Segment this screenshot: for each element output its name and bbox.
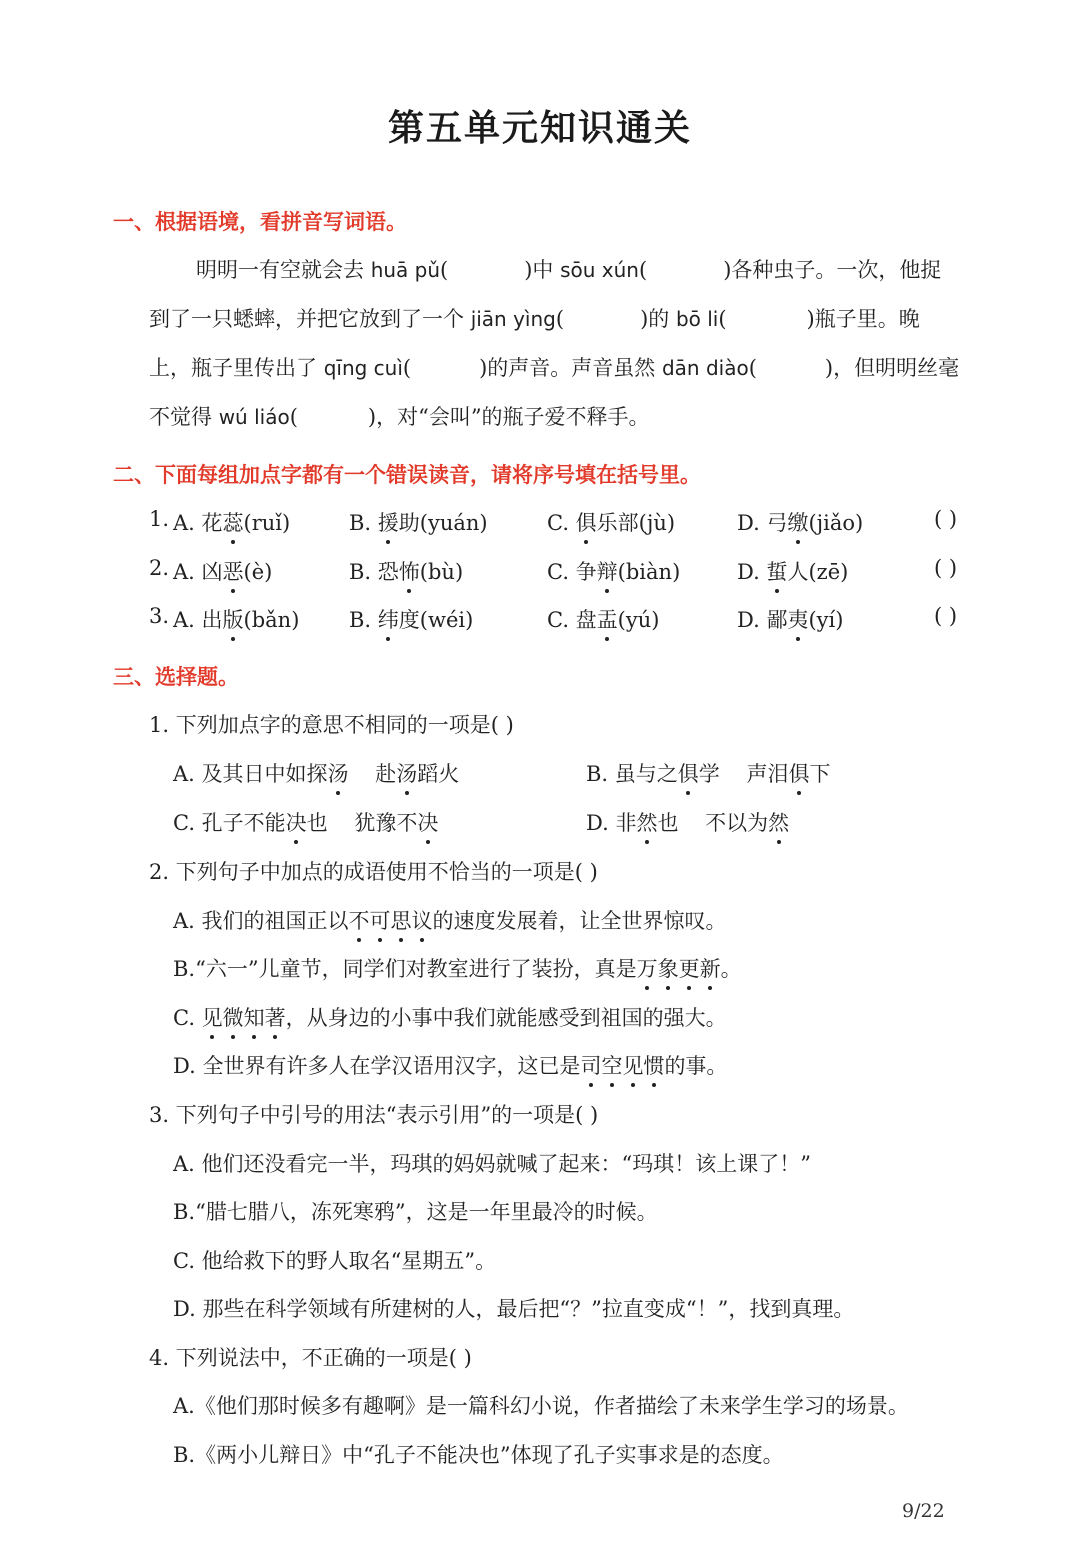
- dotted-char: 恶: [223, 556, 244, 586]
- dotted-char: 援: [378, 507, 399, 537]
- s2-row-2-num: 2.: [149, 556, 170, 580]
- page-number: 9/22: [902, 1500, 945, 1522]
- text: )的声音。声音虽然: [479, 356, 662, 380]
- dotted-char: 议: [412, 905, 433, 935]
- paren-open: (: [402, 356, 412, 380]
- dotted-char: 然: [768, 807, 789, 837]
- paren-open: (: [289, 405, 298, 429]
- s2-row-1-num: 1.: [149, 507, 170, 531]
- s2-row-3-answer[interactable]: ( ): [934, 604, 958, 628]
- q3-option-a[interactable]: A. 他们还没看完一半，玛琪的妈妈就喊了起来：“玛琪！该上课了！”: [173, 1152, 811, 1176]
- section-1-line-2: [149, 303, 920, 333]
- section-1-line-3: [149, 352, 959, 382]
- dotted-char: 决: [417, 807, 438, 837]
- pinyin: sōu xún: [560, 258, 639, 282]
- pinyin: dān diào: [661, 356, 749, 380]
- pinyin: wú liáo: [218, 405, 290, 429]
- pinyin: jiān yìng: [470, 307, 556, 331]
- dotted-char: 思: [391, 905, 412, 935]
- dotted-char: 决: [286, 807, 307, 837]
- dotted-char: 蜇: [766, 556, 787, 586]
- q1-option-a[interactable]: A. 及其日中如探汤 赴汤蹈火: [173, 758, 459, 788]
- q1-stem: 1. 下列加点字的意思不相同的一项是( ): [149, 713, 514, 737]
- paren-open: (: [639, 258, 648, 282]
- s2-row-3-option-c[interactable]: C. 盘盂(yú): [547, 604, 659, 634]
- dotted-char: 惯: [643, 1050, 664, 1080]
- s2-row-3-option-b[interactable]: B. 纬度(wéi): [349, 604, 473, 634]
- q2-option-b[interactable]: B.“六一”儿童节，同学们对教室进行了装扮，真是万象更新。: [173, 953, 742, 983]
- dotted-char: 象: [658, 953, 679, 983]
- text: 明明一有空就会去: [196, 258, 371, 282]
- dotted-char: 万: [637, 953, 658, 983]
- paren-open: (: [555, 307, 565, 331]
- dotted-char: 俱: [576, 507, 597, 537]
- q3-option-b[interactable]: B.“腊七腊八，冻死寒鸦”，这是一年里最冷的时候。: [173, 1200, 658, 1224]
- text: )各种虫子。一次，他捉: [723, 258, 942, 282]
- dotted-idiom: [637, 957, 721, 981]
- q2-option-a[interactable]: A. 我们的祖国正以不可思议的速度发展着，让全世界惊叹。: [173, 905, 727, 935]
- section-1-line-1: [196, 254, 941, 284]
- dotted-char: 版: [223, 604, 244, 634]
- section-1-heading: 一、根据语境，看拼音写词语。: [113, 210, 407, 234]
- dotted-char: 夷: [787, 604, 808, 634]
- text: )的: [640, 307, 676, 331]
- paren-open: (: [748, 356, 757, 380]
- dotted-idiom: [580, 1054, 664, 1078]
- paren-open: (: [440, 258, 449, 282]
- dotted-char: 辩: [597, 556, 618, 586]
- dotted-char: 俱: [789, 758, 810, 788]
- s2-row-3-option-a[interactable]: A. 出版(bǎn): [173, 604, 299, 634]
- dotted-char: 知: [244, 1002, 265, 1032]
- q2-option-c[interactable]: C. 见微知著，从身边的小事中我们就能感受到祖国的强大。: [173, 1002, 727, 1032]
- dotted-char: 汤: [396, 758, 417, 788]
- s2-row-3-option-d[interactable]: D. 鄙夷(yí): [737, 604, 843, 634]
- dotted-char: 著: [265, 1002, 286, 1032]
- paren-open: (: [718, 307, 727, 331]
- q3-stem: 3. 下列句子中引号的用法“表示引用”的一项是( ): [149, 1103, 599, 1127]
- dotted-char: 见: [622, 1050, 643, 1080]
- text: 上，瓶子里传出了: [149, 356, 324, 380]
- page-title: 第五单元知识通关: [387, 107, 692, 149]
- text: 不觉得: [149, 405, 219, 429]
- q4-option-b[interactable]: B.《两小儿辩日》中“孔子不能决也”体现了孔子实事求是的态度。: [173, 1443, 784, 1467]
- s2-row-1-option-b[interactable]: B. 援助(yuán): [349, 507, 488, 537]
- section-1-line-4: [149, 401, 650, 431]
- dotted-char: 缴: [787, 507, 808, 537]
- pinyin: bō li: [675, 307, 719, 331]
- s2-row-1-answer[interactable]: ( ): [934, 507, 958, 531]
- s2-row-3-num: 3.: [149, 604, 170, 628]
- dotted-char: 怖: [399, 556, 420, 586]
- q2-option-d[interactable]: D. 全世界有许多人在学汉语用汉字，这已是司空见惯的事。: [173, 1050, 727, 1080]
- dotted-char: 汤: [328, 758, 349, 788]
- dotted-char: 纬: [378, 604, 399, 634]
- dotted-char: 微: [223, 1002, 244, 1032]
- dotted-char: 可: [370, 905, 391, 935]
- section-2-heading: 二、下面每组加点字都有一个错误读音，请将序号填在括号里。: [113, 463, 701, 487]
- dotted-char: 空: [601, 1050, 622, 1080]
- dotted-char: 盂: [597, 604, 618, 634]
- q1-option-b[interactable]: B. 虽与之俱学 声泪俱下: [586, 758, 831, 788]
- section-3-heading: 三、选择题。: [113, 665, 239, 689]
- dotted-char: 俱: [678, 758, 699, 788]
- q1-option-c[interactable]: C. 孔子不能决也 犹豫不决: [173, 807, 438, 837]
- s2-row-1-option-a[interactable]: A. 花蕊(ruǐ): [173, 507, 290, 537]
- text: )，但明明丝毫: [824, 356, 960, 380]
- q3-option-c[interactable]: C. 他给救下的野人取名“星期五”。: [173, 1249, 497, 1273]
- q3-option-d[interactable]: D. 那些在科学领域有所建树的人，最后把“？”拉直变成“！”，找到真理。: [173, 1297, 855, 1321]
- dotted-idiom: [202, 1006, 286, 1030]
- dotted-char: 见: [202, 1002, 223, 1032]
- pinyin: qīng cuì: [323, 356, 403, 380]
- text: )中: [524, 258, 561, 282]
- dotted-char: 更: [679, 953, 700, 983]
- dotted-char: 不: [349, 905, 370, 935]
- s2-row-2-option-a[interactable]: A. 凶恶(è): [173, 556, 272, 586]
- dotted-idiom: [349, 909, 433, 933]
- text: )瓶子里。晚: [806, 307, 920, 331]
- q2-stem: 2. 下列句子中加点的成语使用不恰当的一项是( ): [149, 860, 598, 884]
- dotted-char: 司: [580, 1050, 601, 1080]
- dotted-char: 蕊: [223, 507, 244, 537]
- q4-option-a[interactable]: A.《他们那时候多有趣啊》是一篇科幻小说，作者描绘了未来学生学习的场景。: [173, 1394, 909, 1418]
- q4-stem: 4. 下列说法中，不正确的一项是( ): [149, 1346, 472, 1370]
- s2-row-2-option-b[interactable]: B. 恐怖(bù): [349, 556, 463, 586]
- dotted-char: 新: [700, 953, 721, 983]
- dotted-char: 然: [636, 807, 657, 837]
- s2-row-2-answer[interactable]: ( ): [934, 556, 958, 580]
- text: )，对“会叫”的瓶子爱不释手。: [367, 405, 650, 429]
- pinyin: huā pǔ: [370, 258, 441, 282]
- s2-row-1-option-d[interactable]: D. 弓缴(jiǎo): [737, 507, 863, 537]
- s2-row-1-option-c[interactable]: C. 俱乐部(jù): [547, 507, 675, 537]
- s2-row-2-option-d[interactable]: D. 蜇人(zē): [737, 556, 848, 586]
- s2-row-2-option-c[interactable]: C. 争辩(biàn): [547, 556, 680, 586]
- text: 到了一只蟋蟀，并把它放到了一个: [149, 307, 471, 331]
- q1-option-d[interactable]: D. 非然也 不以为然: [586, 807, 789, 837]
